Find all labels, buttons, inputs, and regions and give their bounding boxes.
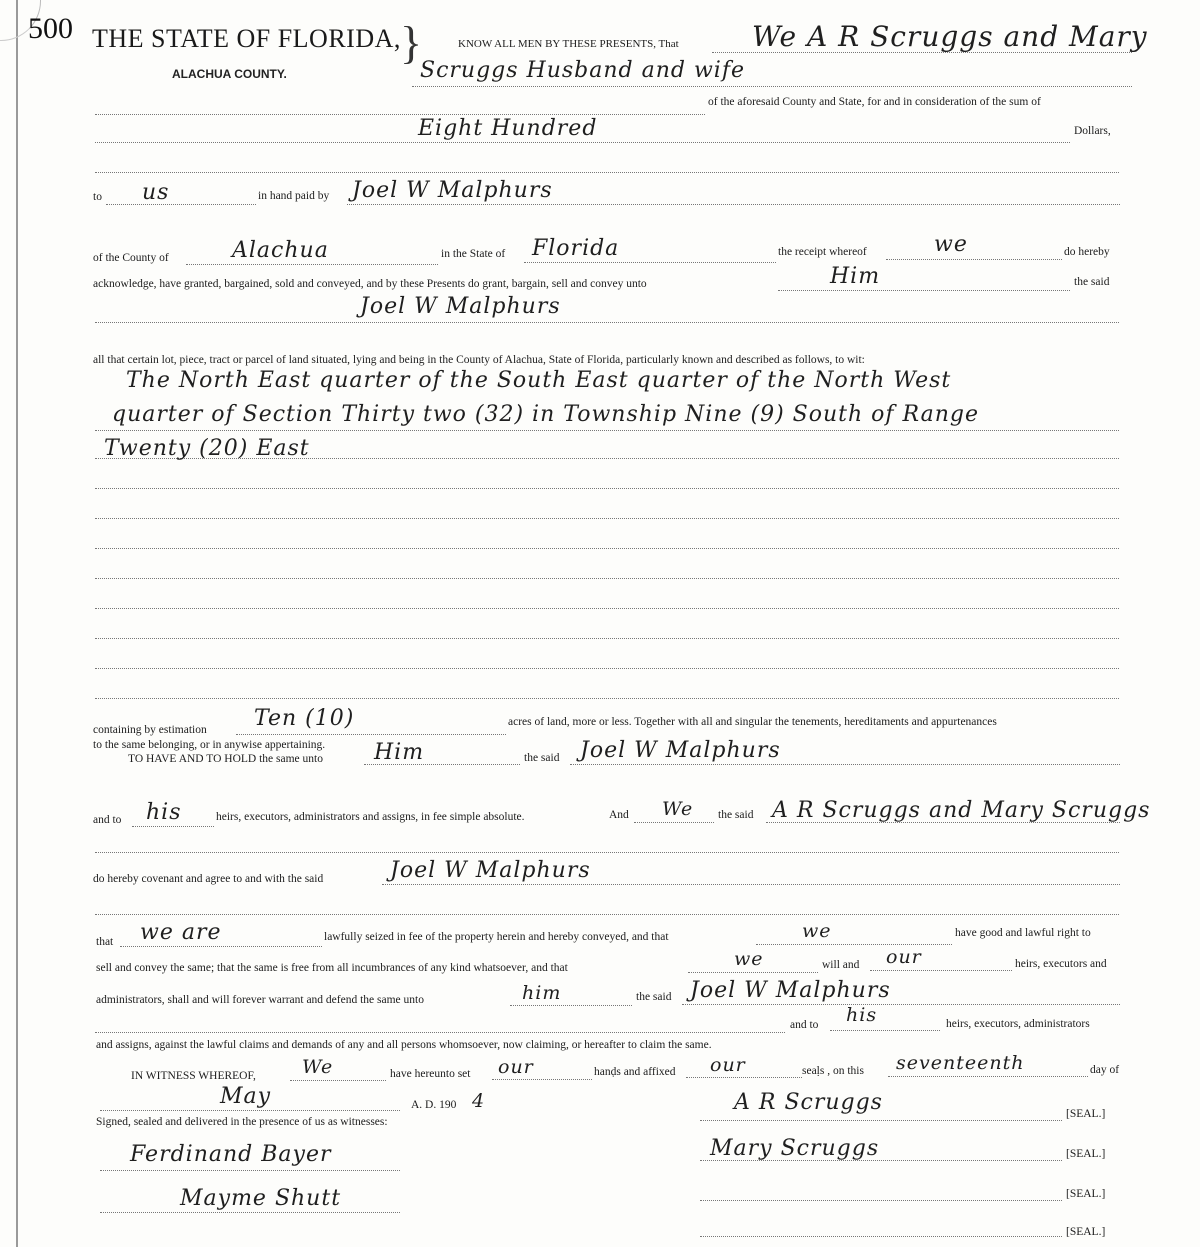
fill-line <box>688 972 818 973</box>
hw-heirs-of: his <box>146 800 182 825</box>
fill-line <box>886 259 1062 260</box>
hw-warrant-unto: him <box>522 982 562 1004</box>
hw-county-of: Alachua <box>232 238 329 263</box>
and-assigns-text: and assigns, against the lawful claims and demands of any and all persons whomsoever, now claiming, or hereafter to claim the same. <box>96 1039 712 1051</box>
hw-description-line3: Twenty (20) East <box>104 436 310 461</box>
fill-line <box>700 1160 1062 1161</box>
fill-line <box>95 914 1119 915</box>
hw-assigns-of: his <box>846 1004 878 1026</box>
the-said-3-text: the said <box>718 809 754 821</box>
fill-line <box>382 884 1120 885</box>
hw-acres: Ten (10) <box>254 706 355 731</box>
the-said-2-text: the said <box>524 752 560 764</box>
in-witness-text: IN WITNESS WHEREOF, <box>131 1070 256 1082</box>
covenant-text: do hereby covenant and agree to and with the said <box>93 873 324 885</box>
fill-line <box>634 822 714 823</box>
fill-line <box>106 204 256 205</box>
page-number: 500 <box>28 12 73 45</box>
fill-line <box>95 578 1119 579</box>
seal-label: [SEAL.] <box>1066 1226 1106 1238</box>
hw-covenant-with: Joel W Malphurs <box>390 858 591 883</box>
dollars-text: Dollars, <box>1074 125 1111 137</box>
fill-line <box>100 1170 400 1171</box>
fill-line <box>412 86 1132 87</box>
fill-line <box>510 1005 632 1006</box>
hw-to-whom: us <box>142 180 170 205</box>
fill-line <box>700 1120 1062 1121</box>
hw-sum: Eight Hundred <box>418 116 598 141</box>
fill-line <box>524 262 776 263</box>
acknowledge-text: acknowledge, have granted, bargained, sold and conveyed, and by these Presents do grant, bargain, sell and convey unto <box>93 278 647 290</box>
know-all-men-text: KNOW ALL MEN BY THESE PRESENTS, That <box>458 38 679 50</box>
hw-to-have-said: Joel W Malphurs <box>580 738 781 763</box>
heirs-exec-admin-text: heirs, executors, administrators <box>946 1018 1090 1030</box>
lawfully-seized-text: lawfully seized in fee of the property herein and hereby conveyed, and that <box>324 931 669 943</box>
seal-label: [SEAL.] <box>1066 1188 1106 1200</box>
hw-state-of: Florida <box>532 236 620 261</box>
fill-line <box>778 290 1070 291</box>
hw-grantee-said: Joel W Malphurs <box>360 294 561 319</box>
hw-warrant-said: Joel W Malphurs <box>690 978 891 1003</box>
fill-line <box>95 322 1119 323</box>
the-said-text: the said <box>1074 276 1110 288</box>
ad-text: A. D. 190 <box>411 1099 457 1111</box>
seal-label: [SEAL.] <box>1066 1108 1106 1120</box>
fill-line <box>186 264 438 265</box>
hw-receipt-whereof: we <box>934 232 968 257</box>
hw-day: seventeenth <box>896 1052 1025 1074</box>
will-and-text: will and <box>822 959 860 971</box>
hw-that-who: we are <box>140 920 222 945</box>
hw-witness-who: We <box>302 1056 334 1078</box>
hand-and-affixed-text: hanḍs and affixed <box>594 1066 676 1078</box>
hw-will-who: we <box>734 948 764 970</box>
fill-line <box>95 1032 785 1033</box>
signature-grantor2: Mary Scruggs <box>710 1136 880 1161</box>
fill-line <box>290 1080 386 1081</box>
hw-convey-unto: Him <box>830 264 881 289</box>
fill-line <box>95 698 1119 699</box>
fill-line <box>492 1079 592 1080</box>
hw-paid-by: Joel W Malphurs <box>352 178 553 203</box>
fill-line <box>95 608 1119 609</box>
fill-line <box>95 548 1119 549</box>
fill-line <box>132 826 214 827</box>
fill-line <box>870 970 1012 971</box>
fill-line <box>120 946 322 947</box>
fill-line <box>570 764 1120 765</box>
heirs-exec-and-text: heirs, executors and <box>1015 958 1107 970</box>
fill-line <box>700 1200 1062 1201</box>
binding-margin-line <box>16 0 18 1247</box>
fill-line <box>830 1030 940 1031</box>
containing-text: containing by estimation <box>93 724 207 736</box>
fill-line <box>756 944 952 945</box>
fill-line <box>100 1212 400 1213</box>
and-to-2-text: and to <box>790 1019 819 1031</box>
hw-grantors-line2: Scruggs Husband and wife <box>420 58 746 83</box>
fill-line <box>347 204 1120 205</box>
hw-description-line2: quarter of Section Thirty two (32) in Township Nine (9) South of Range <box>112 402 979 427</box>
signature-grantor1: A R Scruggs <box>734 1090 883 1115</box>
acres-of-land-text: acres of land, more or less. Together with all and singular the tenements, hereditaments and appurtenances <box>508 716 997 728</box>
hw-and-who: We <box>662 798 694 820</box>
administrators-warrant-text: administrators, shall and will forever warrant and defend the same unto <box>96 994 424 1006</box>
fill-line <box>95 172 1119 173</box>
hw-to-have-unto: Him <box>374 740 425 765</box>
seal-label: [SEAL.] <box>1066 1148 1106 1160</box>
fill-line <box>95 430 1119 431</box>
hw-heirs-whose: our <box>886 946 922 968</box>
that-text: that <box>96 936 114 948</box>
in-the-state-of-text: in the State of <box>441 248 506 260</box>
sell-convey-text: sell and convey the same; that the same is free from all incumbrances of any kind whatsoever, and that <box>96 962 568 974</box>
day-of-text: day of <box>1090 1064 1120 1076</box>
brace-glyph: } <box>400 17 423 68</box>
have-hereunto-text: have hereunto set <box>390 1068 471 1080</box>
of-the-county-of-text: of the County of <box>93 252 169 264</box>
fill-line <box>95 518 1119 519</box>
hw-grantors-said: A R Scruggs and Mary Scruggs <box>772 798 1151 823</box>
hw-month: May <box>220 1084 272 1109</box>
fill-line <box>95 114 705 115</box>
the-said-4-text: the said <box>636 991 672 1003</box>
fill-line <box>236 734 506 735</box>
hw-description-line1: The North East quarter of the South East quarter of the North West <box>126 368 952 393</box>
in-hand-paid-by-text: in hand paid by <box>258 190 330 202</box>
and-to-text: and to <box>93 814 122 826</box>
and-text: And <box>609 809 629 821</box>
fill-line <box>95 488 1119 489</box>
same-belonging-text: to the same belonging, or in anywise appertaining. <box>93 739 326 751</box>
seal-on-this-text: seaḷs , on this <box>802 1065 864 1077</box>
fill-line <box>95 852 1119 853</box>
do-hereby-text: do hereby <box>1064 246 1110 258</box>
fill-line <box>100 1110 400 1111</box>
signed-sealed-text: Signed, sealed and delivered in the presence of us as witnesses: <box>96 1116 388 1128</box>
hw-grantors-line1: We A R Scruggs and Mary <box>752 20 1148 53</box>
state-title: THE STATE OF FLORIDA, <box>92 24 401 53</box>
fill-line <box>700 1236 1062 1237</box>
fill-line <box>95 142 1070 143</box>
hw-hands-whose: our <box>498 1056 534 1078</box>
heirs-executors-text: heirs, executors, administrators and assigns, in fee simple absolute. <box>216 811 525 823</box>
to-text: to <box>93 191 102 203</box>
hw-good-right-who: we <box>802 920 832 942</box>
fill-line <box>888 1076 1088 1077</box>
county-subtitle: ALACHUA COUNTY. <box>172 67 287 81</box>
fill-line <box>686 1077 802 1078</box>
fill-line <box>95 638 1119 639</box>
all-that-certain-text: all that certain lot, piece, tract or parcel of land situated, lying and being in the County of Alachua, State of Florida, particularly known and described as follows, to wit: <box>93 354 865 366</box>
good-right-text: have good and lawful right to <box>955 927 1091 939</box>
witness-signature2: Mayme Shutt <box>180 1186 342 1211</box>
hw-year-digit: 4 <box>472 1090 486 1112</box>
to-have-text: TO HAVE AND TO HOLD the same unto <box>128 753 323 765</box>
witness-signature1: Ferdinand Bayer <box>130 1142 332 1167</box>
receipt-whereof-text: the receipt whereof <box>778 246 867 258</box>
hw-seals-whose: our <box>710 1054 746 1076</box>
fill-line <box>682 1004 1120 1005</box>
fill-line <box>95 668 1119 669</box>
aforesaid-text: of the aforesaid County and State, for and in consideration of the sum of <box>708 96 1041 108</box>
